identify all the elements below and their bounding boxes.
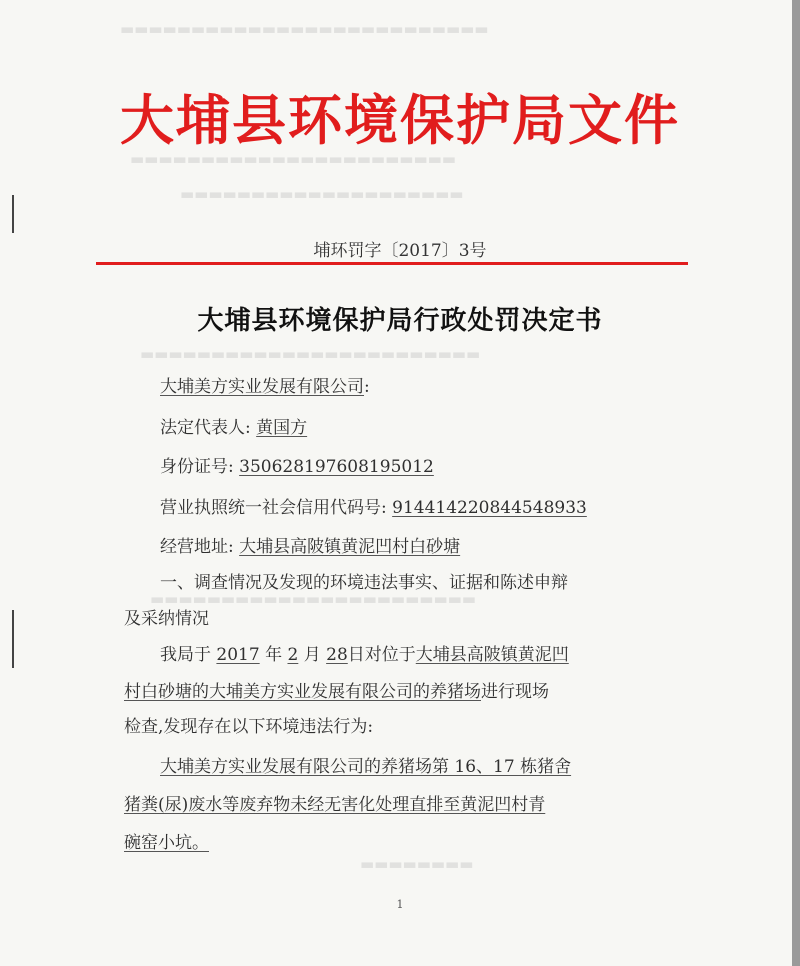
bleed-through-mark: ▬▬▬▬▬▬▬▬ bbox=[360, 855, 474, 873]
recipient-colon: : bbox=[364, 377, 370, 397]
page-number: 1 bbox=[396, 898, 404, 911]
document-title: 大埔县环境保护局行政处罚决定书 bbox=[197, 306, 603, 336]
bleed-through-mark: ▬▬▬▬▬▬▬▬▬▬▬▬▬▬▬▬▬▬▬▬▬▬▬ bbox=[150, 590, 476, 608]
paragraph2-line1: 大埔美方实业发展有限公司的养猪场第 16、17 栋猪舍 bbox=[160, 757, 572, 777]
credit-code-label: 营业执照统一社会信用代码号: bbox=[160, 498, 387, 518]
p1-prefix: 我局于 bbox=[160, 645, 211, 665]
credit-code-line bbox=[160, 493, 587, 518]
bleed-through-mark: ▬▬▬▬▬▬▬▬▬▬▬▬▬▬▬▬▬▬▬▬▬▬▬▬ bbox=[140, 345, 481, 363]
binding-mark bbox=[12, 610, 14, 668]
id-value: 350628197608195012 bbox=[239, 457, 434, 477]
p1-location-part2: 村白砂塘的大埔美方实业发展有限公司的养猪场 bbox=[124, 682, 481, 702]
p1-day: 28 bbox=[326, 645, 348, 665]
section-heading-line2: 及采纳情况 bbox=[124, 609, 209, 629]
p1-day-unit: 日对位于 bbox=[347, 645, 416, 665]
p1-year-unit: 年 bbox=[265, 645, 283, 665]
issuer-title: 大埔县环境保护局文件 bbox=[120, 88, 680, 152]
address-label: 经营地址: bbox=[160, 537, 234, 557]
binding-mark bbox=[12, 195, 14, 233]
recipient-line bbox=[160, 372, 370, 397]
bleed-through-mark: ▬▬▬▬▬▬▬▬▬▬▬▬▬▬▬▬▬▬▬▬ bbox=[180, 185, 464, 203]
p1-month-unit: 月 bbox=[303, 645, 321, 665]
legal-rep-value: 黄国方 bbox=[256, 418, 308, 438]
red-divider bbox=[96, 262, 688, 265]
id-line bbox=[160, 452, 434, 477]
p1-month: 2 bbox=[287, 645, 299, 665]
paragraph1-line1 bbox=[160, 640, 569, 665]
legal-rep-label: 法定代表人: bbox=[160, 418, 251, 438]
paragraph1-line2 bbox=[124, 677, 549, 702]
recipient-company: 大埔美方实业发展有限公司 bbox=[160, 377, 364, 397]
address-line bbox=[160, 532, 460, 557]
document-number: 埔环罚字〔2017〕3号 bbox=[313, 241, 487, 261]
credit-code-value: 914414220844548933 bbox=[392, 498, 587, 518]
p1-after-location: 进行现场 bbox=[481, 682, 549, 702]
paragraph1-line3: 检查,发现存在以下环境违法行为: bbox=[124, 717, 374, 737]
address-value: 大埔县高陂镇黄泥凹村白砂塘 bbox=[239, 537, 461, 557]
paragraph2-line2: 猪粪(尿)废水等废弃物未经无害化处理直排至黄泥凹村青 bbox=[124, 795, 546, 815]
bleed-through-mark: ▬▬▬▬▬▬▬▬▬▬▬▬▬▬▬▬▬▬▬▬▬▬▬▬▬▬ bbox=[120, 20, 489, 38]
bleed-through-mark: ▬▬▬▬▬▬▬▬▬▬▬▬▬▬▬▬▬▬▬▬▬▬▬ bbox=[130, 150, 456, 168]
p1-location-part1: 大埔县高陂镇黄泥凹 bbox=[415, 645, 569, 665]
id-label: 身份证号: bbox=[160, 457, 234, 477]
legal-rep-line bbox=[160, 413, 307, 438]
p1-year: 2017 bbox=[216, 645, 260, 665]
section-heading-line1: 一、调查情况及发现的环境违法事实、证据和陈述申辩 bbox=[160, 573, 568, 593]
paragraph2-line3: 碗窑小坑。 bbox=[124, 833, 209, 853]
